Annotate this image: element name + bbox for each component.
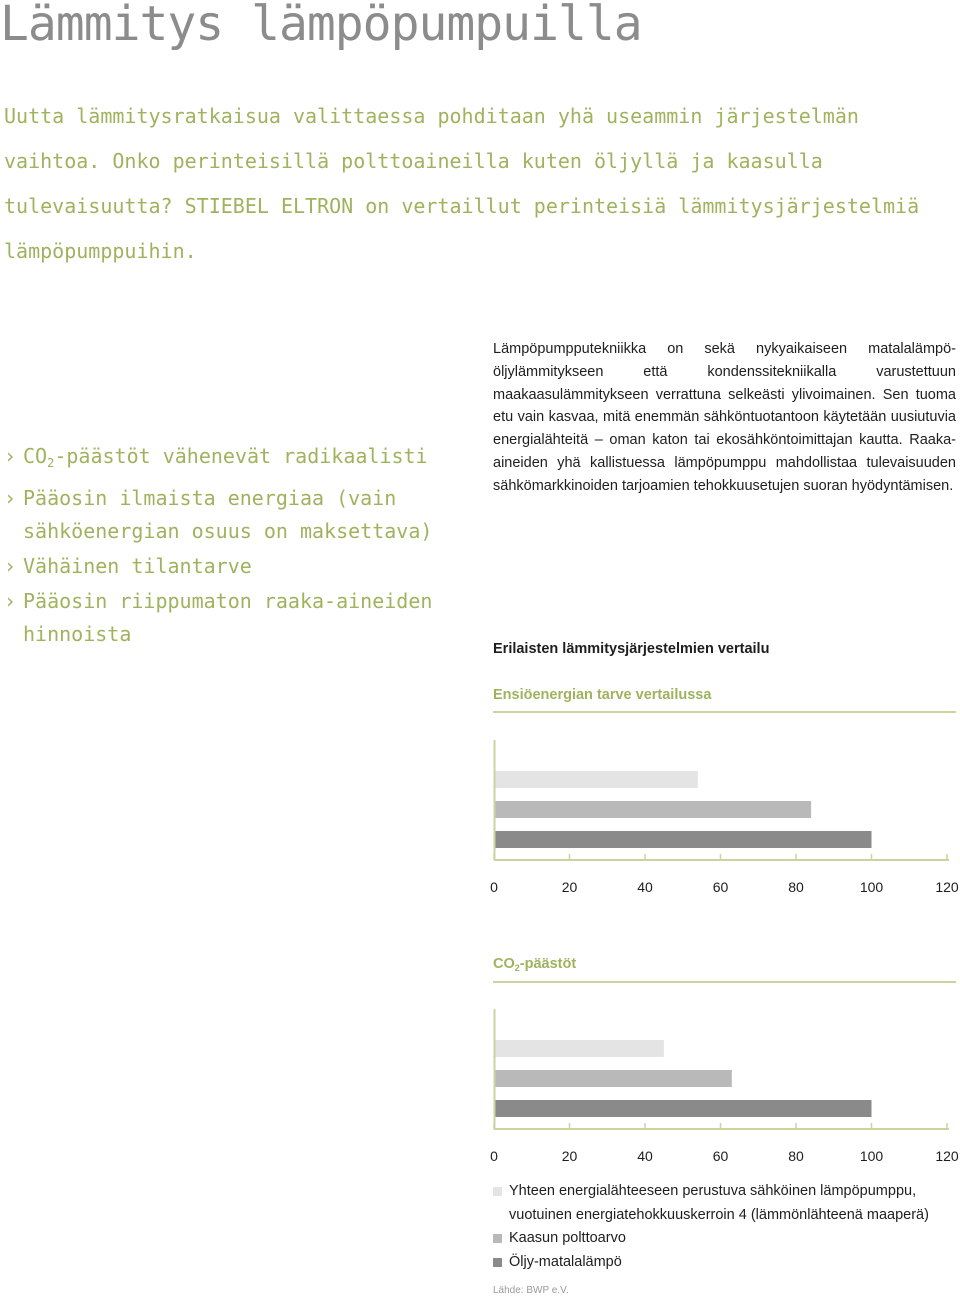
- legend-swatch: [493, 1234, 502, 1243]
- chart-1-title: Ensiöenergian tarve vertailussa: [493, 687, 712, 703]
- legend-label: Kaasun polttoarvo: [509, 1230, 626, 1246]
- section-title: Erilaisten lämmitysjärjestelmien vertailu: [493, 641, 770, 657]
- legend-swatch: [493, 1258, 502, 1267]
- source-note: Lähde: BWP e.V.: [493, 1285, 569, 1296]
- list-item: [4, 550, 464, 583]
- chart-2-title-subscript: 2: [514, 963, 520, 973]
- co2-subscript: 2: [47, 456, 55, 470]
- x-tick-label: 20: [561, 879, 578, 895]
- chevron-right-icon: ›: [4, 589, 17, 613]
- chart-2-rule: [493, 981, 956, 983]
- co2-prefix: CO: [23, 444, 48, 468]
- x-tick-label: 100: [859, 1148, 884, 1164]
- legend-label: Öljy-matalalämpö: [509, 1253, 622, 1270]
- legend-item: [493, 1180, 949, 1227]
- intro-line: vaihtoa. Onko perinteisillä polttoaineilla kuten öljyllä ja kaasulla: [4, 149, 823, 173]
- x-tick-label: 120: [935, 879, 959, 895]
- co2-suffix: -päästöt vähenevät radikaalisti: [54, 444, 428, 468]
- primary-energy-chart: [480, 740, 960, 900]
- x-tick-label: 100: [859, 879, 884, 895]
- x-tick-label: 120: [935, 1148, 959, 1164]
- bar-3: [494, 1100, 872, 1117]
- chart-1-rule: [493, 711, 956, 713]
- list-item: [4, 440, 464, 480]
- list-item: [4, 482, 464, 548]
- legend-label: Yhteen energialähteeseen perustuva sähköinen lämpöpumppu, vuotuinen energiatehokkuuskerroin 4 (lämmönlähteenä maaperä): [509, 1183, 929, 1223]
- list-item-text: Pääosin ilmaista energiaa (vain sähköenergian osuus on maksettava): [23, 486, 433, 543]
- chart-2-title-prefix: CO: [493, 956, 515, 972]
- chevron-right-icon: ›: [4, 486, 17, 510]
- bar-1: [494, 1040, 664, 1057]
- bar-3: [494, 831, 872, 848]
- list-item-text: Pääosin riippumaton raaka-aineiden hinnoista: [23, 589, 433, 646]
- bar-2: [494, 1070, 732, 1087]
- page-title: Lämmitys lämpöpumpuilla: [0, 0, 642, 52]
- x-tick-label: 60: [712, 879, 729, 895]
- chart-2-title-suffix: -päästöt: [519, 956, 577, 972]
- co2-emissions-chart: [480, 1009, 960, 1169]
- x-tick-label: 80: [788, 879, 804, 895]
- list-item: [4, 585, 464, 651]
- intro-text: [4, 94, 944, 274]
- x-tick-label: 60: [712, 1148, 729, 1164]
- bar-2: [494, 801, 811, 818]
- legend-item: [493, 1251, 949, 1275]
- x-tick-label: 80: [788, 1148, 804, 1164]
- x-tick-label: 0: [490, 1148, 498, 1164]
- x-tick-label: 0: [490, 879, 498, 895]
- chart-legend: [493, 1180, 949, 1274]
- bar-1: [494, 771, 698, 788]
- intro-line: lämpöpumppuihin.: [4, 239, 197, 263]
- benefit-list: [4, 440, 464, 653]
- x-tick-label: 40: [637, 879, 653, 895]
- x-tick-label: 20: [561, 1148, 578, 1164]
- x-tick-label: 40: [637, 1148, 653, 1164]
- legend-swatch: [493, 1187, 502, 1196]
- body-paragraph: Lämpöpumpputekniikka on sekä nykyaikaiseen matalalämpö-öljylämmitykseen että kondenssitekniikalla varustettuun maakaasulämmitykseen verrattuna selkeästi ylivoimainen. Sen tuoma etu vain kasvaa, mitä enemmän sähköntuotantoon käytetään uusiutuvia energialähteitä – oman katon tai ekosähköntoimittajan kautta. Raaka-aineiden yhä kallistuessa lämpöpumppu mahdollistaa tulevaisuuden sähkömarkkinoiden tarjoamien tehokkuusetujen suoran hyödyntämisen.: [493, 341, 956, 494]
- intro-line: Uutta lämmitysratkaisua valittaessa pohditaan yhä useammin järjestelmän: [4, 104, 859, 128]
- chevron-right-icon: ›: [4, 444, 17, 468]
- list-item-text: Vähäinen tilantarve: [23, 554, 252, 578]
- chart-2-title: [493, 956, 576, 973]
- intro-line: tulevaisuutta? STIEBEL ELTRON on vertaillut perinteisiä lämmitysjärjestelmiä: [4, 194, 920, 218]
- chevron-right-icon: ›: [4, 554, 17, 578]
- legend-item: [493, 1227, 949, 1251]
